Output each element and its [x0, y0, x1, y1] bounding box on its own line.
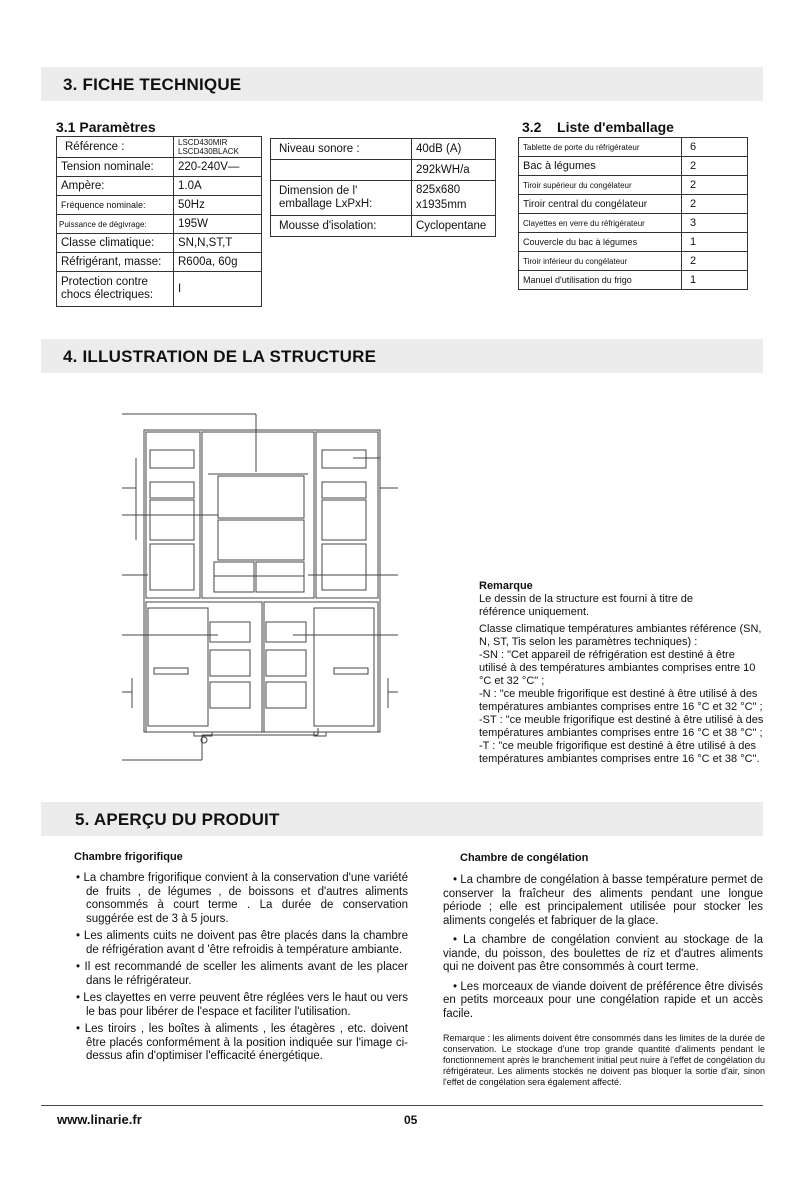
param-value: 40dB (A)	[412, 139, 496, 160]
param-label: Tension nominale:	[57, 158, 174, 177]
params-table-2	[270, 138, 496, 237]
freezer-note: Remarque : les aliments doivent être consommés dans les limites de la durée de conservation. Le stockage d'une trop grande quantité d'aliments pendant le fonctionnement après le branchement initial peut nuire à l'effet de congélation du réfrigérateur. Les aliments stockés ne doivent pas bloquer la sortie d'air, sinon l'effet de congélation sera également affecté.	[443, 1033, 765, 1087]
packing-item-label: Clayettes en verre du réfrigérateur	[519, 214, 682, 233]
fridge-title: Chambre frigorifique	[74, 851, 183, 863]
param-value: SN,N,ST,T	[174, 234, 262, 253]
params-title: 3.1 Paramètres	[56, 119, 156, 135]
packing-item-qty: 1	[682, 233, 748, 252]
packing-title-number: 3.2	[522, 119, 542, 135]
section-header-fiche-technique	[41, 67, 763, 101]
table-row	[57, 272, 262, 307]
param-label: Classe climatique:	[57, 234, 174, 253]
packing-item-label: Manuel d'utilisation du frigo	[519, 271, 682, 290]
table-row	[57, 177, 262, 196]
packing-item-qty: 6	[682, 138, 748, 157]
table-row	[57, 234, 262, 253]
table-row	[519, 157, 748, 176]
freezer-title: Chambre de congélation	[460, 852, 589, 864]
remark-title: Remarque	[479, 580, 533, 592]
section-title: 5. APERÇU DU PRODUIT	[75, 810, 280, 829]
packing-title	[522, 119, 674, 135]
param-label: Mousse d'isolation:	[271, 216, 412, 237]
packing-item-label: Tiroir inférieur du congélateur	[519, 252, 682, 271]
section-header-illustration	[41, 339, 763, 373]
param-label: Dimension de l' emballage LxPxH:	[271, 181, 412, 216]
param-label	[271, 160, 412, 181]
table-row	[271, 160, 496, 181]
list-item: • Les aliments cuits ne doivent pas être placés dans la chambre de réfrigération avant d 'être refroidis à température ambiante.	[76, 930, 408, 956]
footer-divider	[41, 1105, 763, 1106]
param-label: Référence :	[57, 137, 174, 158]
table-row	[519, 252, 748, 271]
packing-item-qty: 2	[682, 157, 748, 176]
param-label: Ampère:	[57, 177, 174, 196]
table-row	[57, 137, 262, 158]
packing-item-qty: 2	[682, 176, 748, 195]
table-row	[57, 215, 262, 234]
packing-item-qty: 2	[682, 252, 748, 271]
list-item: • Il est recommandé de sceller les aliments avant de les placer dans le réfrigérateur.	[76, 961, 408, 987]
param-label: Réfrigérant, masse:	[57, 253, 174, 272]
param-value: 292kWH/a	[412, 160, 496, 181]
fridge-structure-diagram	[118, 410, 408, 765]
param-value: 1.0A	[174, 177, 262, 196]
fridge-bullet-list	[72, 872, 408, 1068]
remark-line: référence uniquement.	[479, 606, 590, 618]
paragraph: • Les morceaux de viande doivent de préférence être divisés en petits morceaux pour une congélation rapide et un accès facile.	[443, 980, 763, 1020]
param-value: 825x680 x1935mm	[412, 181, 496, 216]
remark-line: Le dessin de la structure est fourni à titre de	[479, 593, 694, 605]
list-item: • Les clayettes en verre peuvent être réglées vers le haut ou vers le bas pour libérer de l'espace et faciliter l'utilisation.	[76, 992, 408, 1018]
table-row	[57, 196, 262, 215]
list-item: • La chambre frigorifique convient à la conservation d'une variété de fruits , de légumes , de boissons et d'autres aliments consommés à court terme . La durée de conservation suggérée est de 3 à 5 jours.	[76, 872, 408, 925]
table-row	[519, 233, 748, 252]
packing-title-text: Liste d'emballage	[557, 119, 674, 135]
section-header-apercu	[41, 802, 763, 836]
table-row	[519, 176, 748, 195]
packing-item-qty: 2	[682, 195, 748, 214]
table-row	[519, 138, 748, 157]
param-label: Fréquence nominale:	[57, 196, 174, 215]
page-number: 05	[404, 1113, 418, 1127]
section-title: 4. ILLUSTRATION DE LA STRUCTURE	[63, 347, 377, 366]
paragraph: • La chambre de congélation à basse température permet de conserver la fraîcheur des aliments pendant une longue période ; elle est principalement utilisée pour stocker les aliments congelés et fabriquer de la glace.	[443, 874, 763, 927]
param-label: Niveau sonore :	[271, 139, 412, 160]
table-row	[271, 181, 496, 216]
param-value: 220-240V—	[174, 158, 262, 177]
packing-item-label: Tablette de porte du réfrigérateur	[519, 138, 682, 157]
param-value: LSCD430MIR LSCD430BLACK	[174, 137, 262, 158]
packing-item-label: Tiroir supérieur du congélateur	[519, 176, 682, 195]
packing-item-label: Couvercle du bac à légumes	[519, 233, 682, 252]
section-title: 3. FICHE TECHNIQUE	[63, 75, 242, 94]
footer-website: www.linarie.fr	[57, 1112, 142, 1127]
table-row	[57, 158, 262, 177]
structure-remark	[479, 580, 764, 766]
param-value: Cyclopentane	[412, 216, 496, 237]
packing-table	[518, 137, 748, 290]
table-row	[519, 271, 748, 290]
param-value: I	[174, 272, 262, 307]
param-label: Puissance de dégivrage:	[57, 215, 174, 234]
table-row	[519, 214, 748, 233]
table-row	[271, 216, 496, 237]
list-item: • Les tiroirs , les boîtes à aliments , les étagères , etc. doivent être placés conformément à la position indiquée sur l'image ci-dessus afin d'optimiser l'efficacité énergétique.	[76, 1023, 408, 1062]
packing-item-label: Tiroir central du congélateur	[519, 195, 682, 214]
paragraph: • La chambre de congélation convient au stockage de la viande, du poisson, des boulettes de riz et d'autres aliments qui ne doivent pas être consommés à court terme.	[443, 934, 763, 973]
packing-item-qty: 1	[682, 271, 748, 290]
param-value: R600a, 60g	[174, 253, 262, 272]
param-label: Protection contre chocs électriques:	[57, 272, 174, 307]
packing-item-label: Bac à légumes	[519, 157, 682, 176]
packing-item-qty: 3	[682, 214, 748, 233]
params-table	[56, 136, 262, 307]
table-row	[57, 253, 262, 272]
table-row	[519, 195, 748, 214]
param-value: 50Hz	[174, 196, 262, 215]
climate-class-text: Classe climatique températures ambiantes référence (SN, N, ST, Tis selon les paramètres techniques) : -SN : "Cet appareil de réfrigération est destiné à être utilisé à des températures ambiantes comprises entre 10 °C et 32 °C" ; -N : "ce meuble frigorifique est destiné à être utilisé à des températures ambiantes comprises entre 16 °C et 32 °C" ; -ST : "ce meuble frigorifique est destiné à être utilisé à des températures ambiantes comprises entre 16 °C et 38 °C" ; -T : "ce meuble frigorifique est destiné à être utilisé à des températures ambiantes comprises entre 16 °C et 38 °C".	[479, 623, 764, 765]
freezer-text	[443, 874, 763, 1027]
param-value: 195W	[174, 215, 262, 234]
table-row	[271, 139, 496, 160]
